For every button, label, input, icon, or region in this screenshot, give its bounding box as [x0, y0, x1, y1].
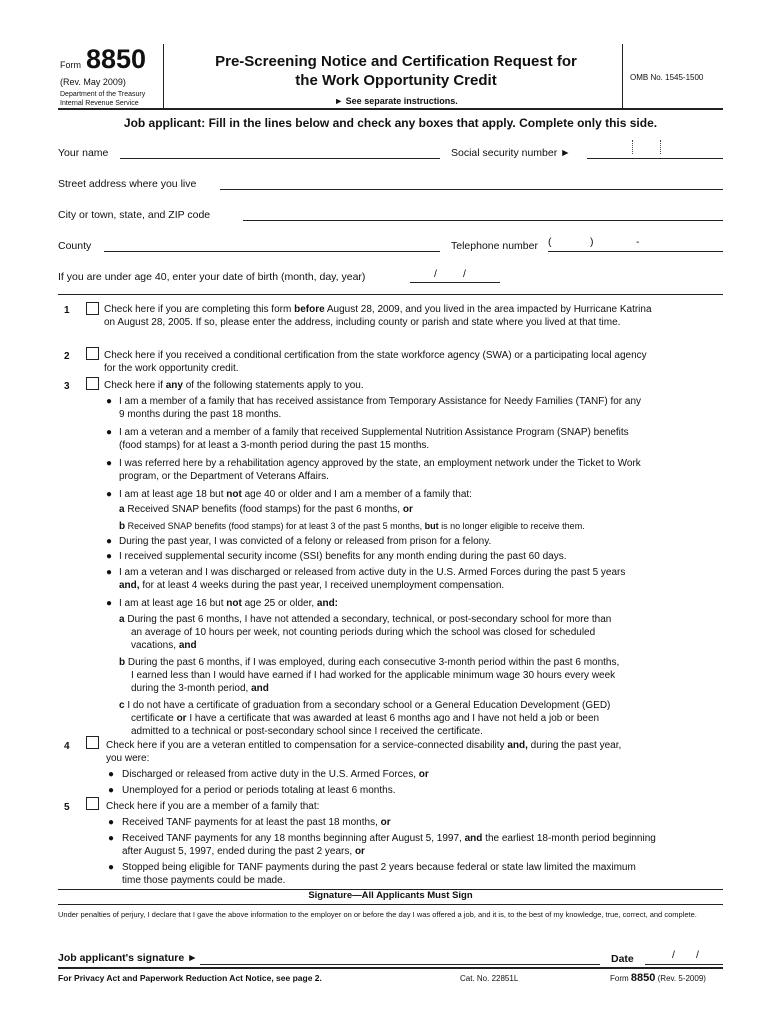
street-label: Street address where you live [58, 178, 197, 190]
item-3-bullet-8-b-line-2: I earned less than I would have earned if I had worked for the applicable minimum wage 30 hours every week [131, 670, 616, 681]
bullet-icon: ● [106, 427, 113, 438]
footer-form-number: 8850 [630, 972, 656, 984]
department [60, 90, 160, 108]
item-2-text-line-1: Check here if you received a conditional certification from the state workforce agency (SWA) or a participating local agency [104, 350, 647, 361]
city-label: City or town, state, and ZIP code [58, 209, 211, 221]
footer-revision: (Rev. 5-2009) [657, 974, 706, 983]
item-1-text-line-1: Check here if you are completing this form before August 28, 2009, and you lived in the area impacted by Hurricane Katrina [104, 304, 652, 315]
signature-heading-rule [58, 904, 723, 905]
revision: (Rev. May 2009) [60, 77, 126, 87]
item-5-bullet-2-line-2: after August 5, 1997, ended during the past 2 years, or [122, 846, 365, 857]
name-label: Your name [58, 147, 109, 159]
item-1-number: 1 [64, 305, 70, 316]
department-name: Department of the Treasury [60, 91, 146, 98]
header-divider-left [163, 44, 164, 108]
item-3-bullet-4: I am at least age 18 but not age 40 or older and I am a member of a family that: [119, 489, 472, 500]
see-instructions: ► See separate instructions. [334, 96, 458, 106]
bullet-icon: ● [106, 396, 113, 407]
item-1-checkbox[interactable] [86, 302, 99, 315]
item-3-bullet-4-a: a Received SNAP benefits (food stamps) for the past 6 months, or [119, 504, 413, 515]
title-line-1: Pre-Screening Notice and Certification Request for [215, 53, 577, 70]
bullet-icon: ● [106, 551, 113, 562]
dob-label: If you are under age 40, enter your date of birth (month, day, year) [58, 271, 366, 283]
signature-input[interactable] [200, 963, 600, 965]
item-3-bullet-6: I received supplemental security income (SSI) benefits for any month ending during the past 60 days. [119, 551, 567, 562]
bullet-icon: ● [106, 458, 113, 469]
bullet-icon: ● [108, 769, 115, 780]
bullet-icon: ● [108, 862, 115, 873]
ssn-separator-2 [660, 140, 661, 154]
item-1-text-line-2: on August 28, 2005. If so, please enter the address, including county or parish and state where you lived at that time. [104, 317, 621, 328]
telephone-input[interactable] [548, 250, 723, 252]
item-4-bullet-2: Unemployed for a period or periods totaling at least 6 months. [122, 785, 396, 796]
city-input[interactable] [243, 219, 723, 221]
telephone-paren-open: ( [548, 236, 552, 248]
telephone-paren-close: ) [590, 236, 594, 248]
item-3-bullet-7-line-1: I am a veteran and I was discharged or released from active duty in the U.S. Armed Forces during the past 5 years [119, 567, 626, 578]
item-3-text: Check here if any of the following statements apply to you. [104, 380, 364, 391]
ssn-input[interactable] [587, 157, 723, 159]
perjury-statement: Under penalties of perjury, I declare that I gave the above information to the employer on or before the day I was offered a job, and it is, to the best of my knowledge, true, correct, and complete. [58, 910, 697, 919]
signature-label: Job applicant's signature ► [58, 952, 198, 964]
fields-divider [58, 294, 723, 295]
date-input[interactable] [645, 963, 723, 965]
item-3-bullet-8-b-line-1: b During the past 6 months, if I was employed, during each consecutive 3-month period within the past 6 months, [119, 657, 620, 668]
header-rule [58, 108, 723, 110]
item-5-text: Check here if you are a member of a family that: [106, 801, 320, 812]
date-slash-1: / [672, 949, 675, 961]
header-divider-right [622, 44, 623, 108]
dob-input[interactable] [410, 281, 500, 283]
ssn-label: Social security number ► [451, 147, 571, 159]
footer-rule [58, 967, 723, 969]
ssn-separator-1 [632, 140, 633, 154]
item-3-bullet-8-a-line-2: an average of 10 hours per week, not counting periods during which the school was closed for scheduled [131, 627, 596, 638]
bullet-icon: ● [106, 536, 113, 547]
footer-form-word: Form [610, 974, 629, 983]
item-5-number: 5 [64, 802, 70, 813]
item-5-bullet-3-line-2: time those payments could be made. [122, 875, 286, 886]
bullet-icon: ● [106, 598, 113, 609]
form-label: Form [60, 60, 81, 70]
form-number: 8850 [86, 44, 147, 74]
item-2-number: 2 [64, 351, 70, 362]
bullet-icon: ● [108, 817, 115, 828]
item-2-checkbox[interactable] [86, 347, 99, 360]
item-4-number: 4 [64, 741, 70, 752]
item-4-bullet-1: Discharged or released from active duty in the U.S. Armed Forces, or [122, 769, 429, 780]
item-3-bullet-2-line-2: (food stamps) for at least a 3-month period during the past 15 months. [119, 440, 430, 451]
item-3-bullet-8-c-line-2: certificate or I have a certificate that was awarded at least 6 months ago and I have not held a job or been [131, 713, 600, 724]
street-input[interactable] [220, 188, 723, 190]
item-3-bullet-7-line-2: and, for at least 4 weeks during the past year, I received unemployment compensation. [119, 580, 505, 591]
telephone-label: Telephone number [451, 240, 538, 252]
item-2-text-line-2: for the work opportunity credit. [104, 363, 239, 374]
page-title [170, 52, 622, 90]
item-3-bullet-5: During the past year, I was convicted of a felony or released from prison for a felony. [119, 536, 492, 547]
item-3-bullet-8-b-line-3: during the 3-month period, and [131, 683, 269, 694]
omb-number: OMB No. 1545-1500 [630, 73, 704, 82]
item-5-checkbox[interactable] [86, 797, 99, 810]
bullet-icon: ● [106, 489, 113, 500]
county-input[interactable] [104, 250, 440, 252]
item-3-bullet-3-line-2: program, or the Department of Veterans Affairs. [119, 471, 329, 482]
item-3-bullet-8-a-line-3: vacations, and [131, 640, 197, 651]
item-3-bullet-8-c-line-3: admitted to a technical or post-secondary school since I received the certificate. [131, 726, 483, 737]
date-label: Date [611, 953, 634, 965]
footer-form-id [610, 972, 706, 984]
item-3-bullet-8-c-line-1: c I do not have a certificate of graduation from a secondary school or a General Education Development (GED) [119, 700, 611, 711]
bullet-icon: ● [108, 785, 115, 796]
bullet-icon: ● [108, 833, 115, 844]
item-3-checkbox[interactable] [86, 377, 99, 390]
item-3-bullet-3-line-1: I was referred here by a rehabilitation agency approved by the state, an employment network under the Ticket to Work [119, 458, 641, 469]
name-input[interactable] [120, 157, 440, 159]
item-5-bullet-1: Received TANF payments for at least the past 18 months, or [122, 817, 391, 828]
item-3-bullet-1-line-1: I am a member of a family that has received assistance from Temporary Assistance for Needy Families (TANF) for any [119, 396, 642, 407]
date-slash-2: / [696, 949, 699, 961]
item-5-bullet-3-line-1: Stopped being eligible for TANF payments during the past 2 years because federal or state law limited the maximum [122, 862, 636, 873]
item-4-text-line-2: you were: [106, 753, 150, 764]
privacy-notice: For Privacy Act and Paperwork Reduction Act Notice, see page 2. [58, 973, 322, 983]
item-3-number: 3 [64, 381, 70, 392]
item-3-bullet-8-a-line-1: a During the past 6 months, I have not attended a secondary, technical, or post-secondary school for more than [119, 614, 612, 625]
item-3-bullet-1-line-2: 9 months during the past 18 months. [119, 409, 282, 420]
irs-name: Internal Revenue Service [60, 100, 139, 107]
signature-heading: Signature—All Applicants Must Sign [308, 890, 473, 901]
item-4-checkbox[interactable] [86, 736, 99, 749]
bullet-icon: ● [106, 567, 113, 578]
dob-slash-2: / [463, 268, 466, 280]
catalog-number: Cat. No. 22851L [460, 974, 519, 983]
item-5-bullet-2-line-1: Received TANF payments for any 18 months beginning after August 5, 1997, and the earliest 18-month period beginning [122, 833, 656, 844]
dob-slash-1: / [434, 268, 437, 280]
applicant-instructions: Job applicant: Fill in the lines below and check any boxes that apply. Complete only this side. [123, 116, 658, 130]
item-3-bullet-2-line-1: I am a veteran and a member of a family that received Supplemental Nutrition Assistance Program (SNAP) benefits [119, 427, 629, 438]
county-label: County [58, 240, 92, 252]
item-3-bullet-4-b: b Received SNAP benefits (food stamps) for at least 3 of the past 5 months, but is no longer eligible to receive them. [119, 521, 585, 532]
telephone-dash: - [636, 236, 640, 248]
item-4-text-line-1: Check here if you are a veteran entitled to compensation for a service-connected disability and, during the past year, [106, 740, 622, 751]
item-3-bullet-8: I am at least age 16 but not age 25 or older, and: [119, 598, 339, 609]
title-line-2: the Work Opportunity Credit [295, 72, 497, 89]
